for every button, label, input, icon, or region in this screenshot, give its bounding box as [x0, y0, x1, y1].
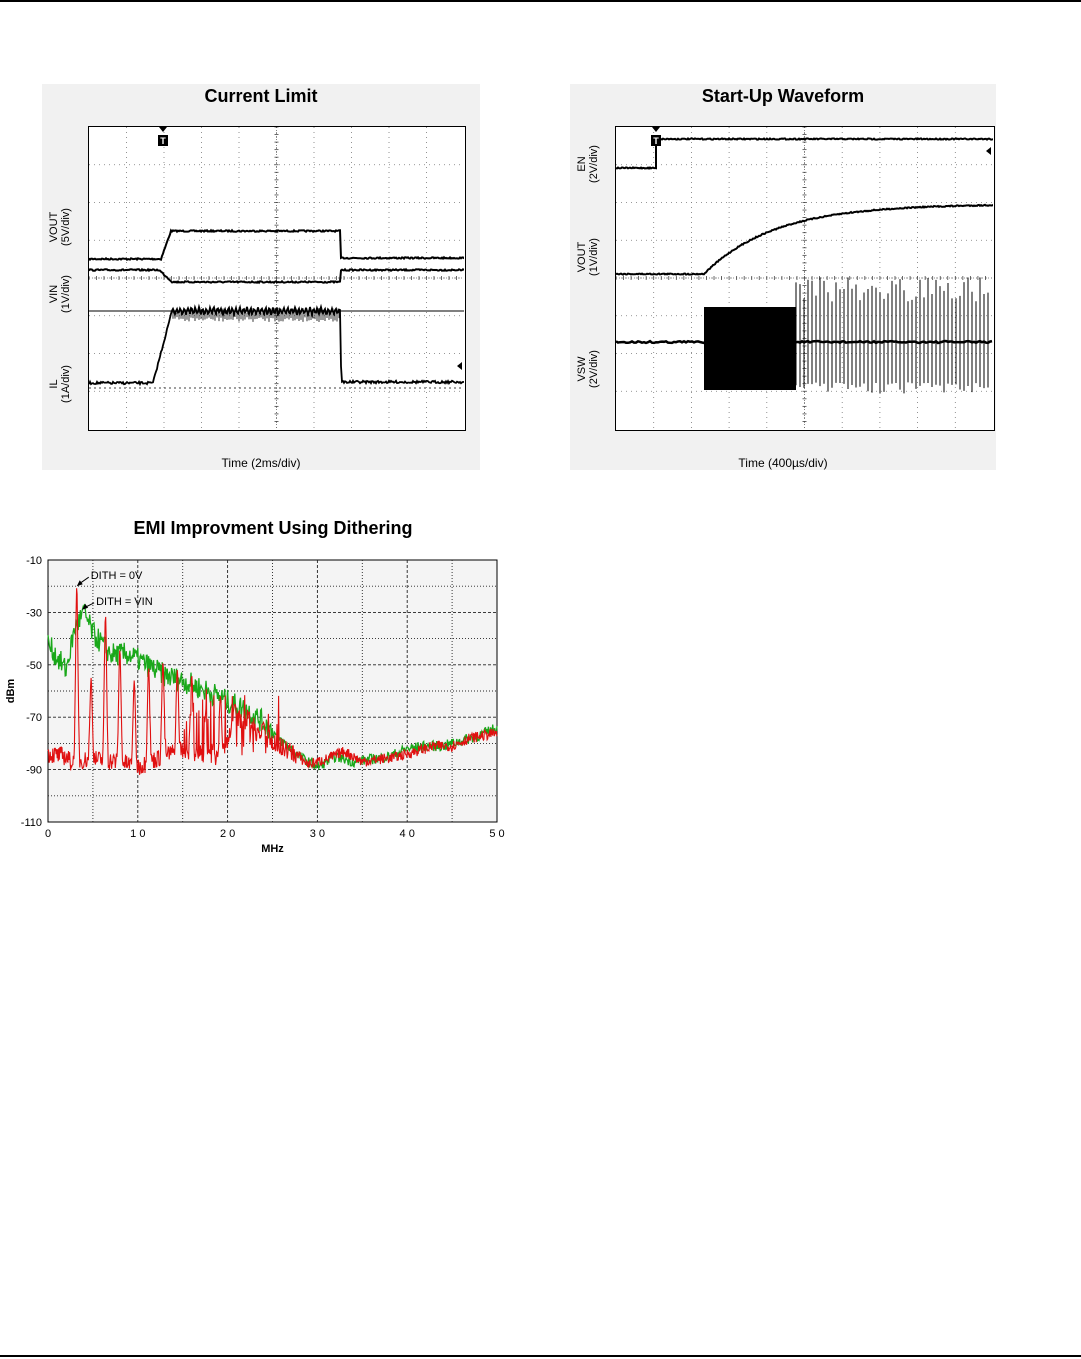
channel-scale: (1V/div) — [588, 238, 600, 276]
y-tick-label: -50 — [26, 659, 42, 672]
channel-scale: (1V/div) — [60, 275, 72, 313]
channel-name: IL — [48, 379, 60, 389]
chart-title: Current Limit — [204, 86, 318, 106]
emi-chart — [0, 510, 510, 870]
scope-grid — [88, 126, 466, 431]
scope-grid — [615, 126, 995, 431]
startup-scope — [616, 127, 993, 429]
emi-plot — [0, 510, 510, 860]
channel-scale: (1A/div) — [60, 365, 72, 403]
trigger-label: T — [653, 136, 659, 146]
x-tick-label: 2 0 — [219, 828, 236, 840]
bottom-rule — [0, 1355, 1081, 1357]
x-tick-label: 3 0 — [309, 828, 326, 840]
ground-marker-icon — [986, 147, 991, 155]
x-tick-label: 1 0 — [130, 828, 146, 840]
vout-trace — [616, 205, 993, 275]
x-axis-label: Time (400µs/div) — [738, 456, 828, 470]
channel-name: VSW — [576, 356, 588, 382]
y-tick-label: -30 — [26, 607, 42, 620]
current-limit-scope — [89, 127, 464, 429]
annotation-label: DITH = 0V — [90, 570, 143, 583]
chart-title: Start-Up Waveform — [701, 86, 865, 106]
y-tick-label: -10 — [26, 555, 42, 567]
ground-marker-icon — [457, 362, 462, 370]
current-limit-panel — [42, 84, 480, 470]
y-tick-label: -70 — [26, 712, 42, 725]
startup-waveform-panel — [570, 84, 996, 470]
x-tick-label: 5 0 — [489, 828, 505, 840]
channel-scale: (2V/div) — [588, 145, 600, 183]
channel-name: VOUT — [576, 241, 588, 273]
annotation-label: DITH = VIN — [96, 595, 153, 608]
channel-name: VIN — [48, 284, 60, 304]
y-axis-label: dBm — [5, 678, 17, 704]
channel-scale: (5V/div) — [60, 208, 72, 246]
trigger-arrow-icon — [159, 127, 167, 132]
x-axis-label: Time (2ms/div) — [221, 456, 301, 470]
channel-name: VOUT — [48, 211, 60, 243]
y-tick-label: -110 — [20, 817, 42, 829]
top-rule — [0, 0, 1081, 2]
vsw-dense-switching — [704, 307, 796, 390]
trigger-arrow-icon — [652, 127, 660, 132]
trigger-label: T — [160, 136, 166, 146]
channel-name: EN — [576, 156, 588, 172]
x-axis-label: MHz — [261, 843, 284, 855]
channel-scale: (2V/div) — [588, 350, 600, 388]
y-tick-label: -90 — [26, 764, 42, 777]
x-tick-label: 0 — [44, 828, 52, 840]
chart-title: EMI Improvment Using Dithering — [133, 518, 413, 538]
vsw-baseline — [616, 341, 992, 343]
x-tick-label: 4 0 — [399, 828, 415, 840]
